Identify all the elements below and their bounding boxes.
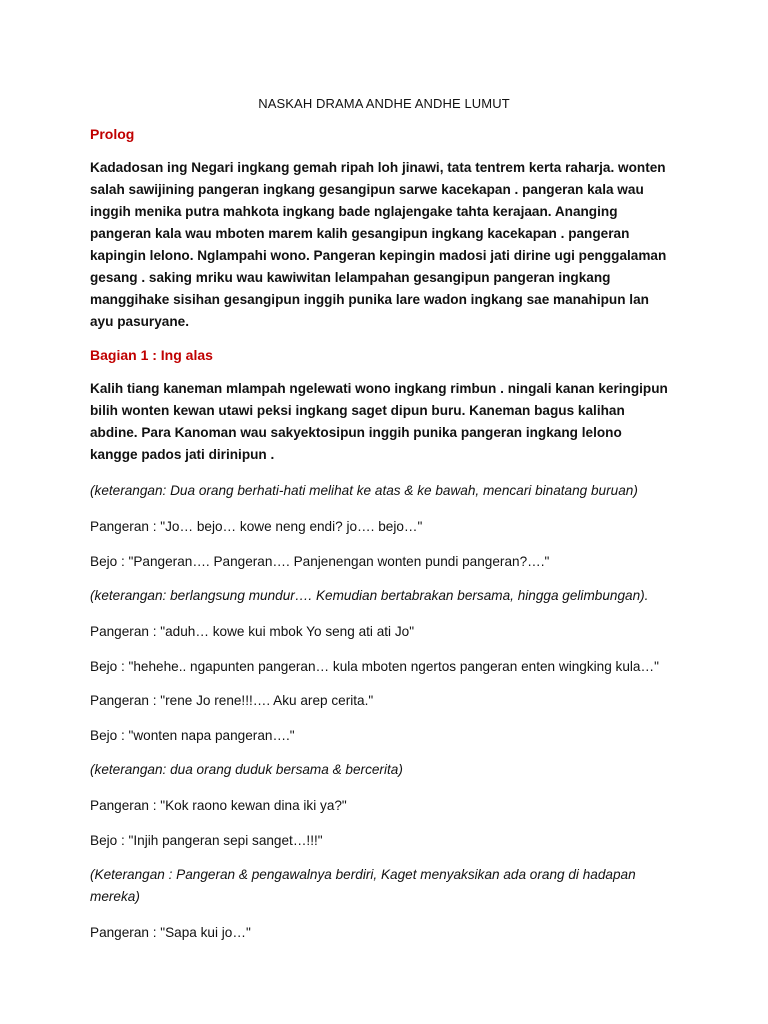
dialog-line: Bejo : "Injih pangeran sepi sanget…!!!" — [90, 832, 323, 848]
dialog-line: Bejo : "Pangeran…. Pangeran…. Panjenengan wonten pundi pangeran?…." — [90, 553, 550, 569]
stage-direction: (keterangan: dua orang duduk bersama & bercerita) — [90, 762, 403, 777]
stage-direction: (Keterangan : Pangeran & pengawalnya berdiri, Kaget menyaksikan ada orang di hadapan mereka) — [90, 867, 636, 904]
dialog-list — [90, 480, 672, 944]
document-title: NASKAH DRAMA ANDHE ANDHE LUMUT — [258, 96, 510, 111]
stage-direction: (keterangan: Dua orang berhati-hati melihat ke atas & ke bawah, mencari binatang buruan) — [90, 483, 638, 498]
dialog-line: Pangeran : "aduh… kowe kui mbok Yo seng ati ati Jo" — [90, 624, 415, 639]
dialog-line: Pangeran : "Sapa kui jo…" — [90, 925, 251, 940]
dialog-line: Pangeran : "Jo… bejo… kowe neng endi? jo…. bejo…" — [90, 519, 423, 534]
section-heading-bagian-1: Bagian 1 : Ing alas — [90, 347, 213, 363]
prolog-paragraph: Kadadosan ing Negari ingkang gemah ripah loh jinawi, tata tentrem kerta raharja. wonten salah sawijining pangeran ingkang gesangipun sarwe kacekapan . pangeran kala wau inggih menika putra mahkota ingkang bade nglajengake tahta kerajaan. Ananging pangeran kala wau mboten marem kalih gesangipun ingkang kacekapan . pangeran kapingin lelono. Nglampahi wono. Pangeran kepingin madosi jati dirine ugi penggalaman gesang . saking mriku wau kawiwitan lelampahan gesangipun pangeran ingkang manggihake sisihan gesangipun inggih punika lare wadon ingkang sae manahipun lan ayu pasuryane. — [90, 160, 667, 329]
stage-direction: (keterangan: berlangsung mundur…. Kemudian bertabrakan bersama, hingga gelimbungan). — [90, 588, 649, 603]
bagian-1-paragraph: Kalih tiang kaneman mlampah ngelewati wono ingkang rimbun . ningali kanan keringipun bilih wonten kewan utawi peksi ingkang saget dipun buru. Kaneman bagus kalihan abdine. Para Kanoman wau sakyektosipun inggih punika pangeran ingkang lelono kangge pados jati dirinipun . — [90, 381, 668, 462]
section-heading-prolog: Prolog — [90, 126, 135, 142]
dialog-line: Bejo : "wonten napa pangeran…." — [90, 727, 295, 743]
dialog-line: Pangeran : "Kok raono kewan dina iki ya?" — [90, 798, 347, 813]
dialog-line: Pangeran : "rene Jo rene!!!…. Aku arep cerita." — [90, 693, 374, 708]
dialog-line: Bejo : "hehehe.. ngapunten pangeran… kula mboten ngertos pangeran enten wingking kula…" — [90, 658, 659, 674]
